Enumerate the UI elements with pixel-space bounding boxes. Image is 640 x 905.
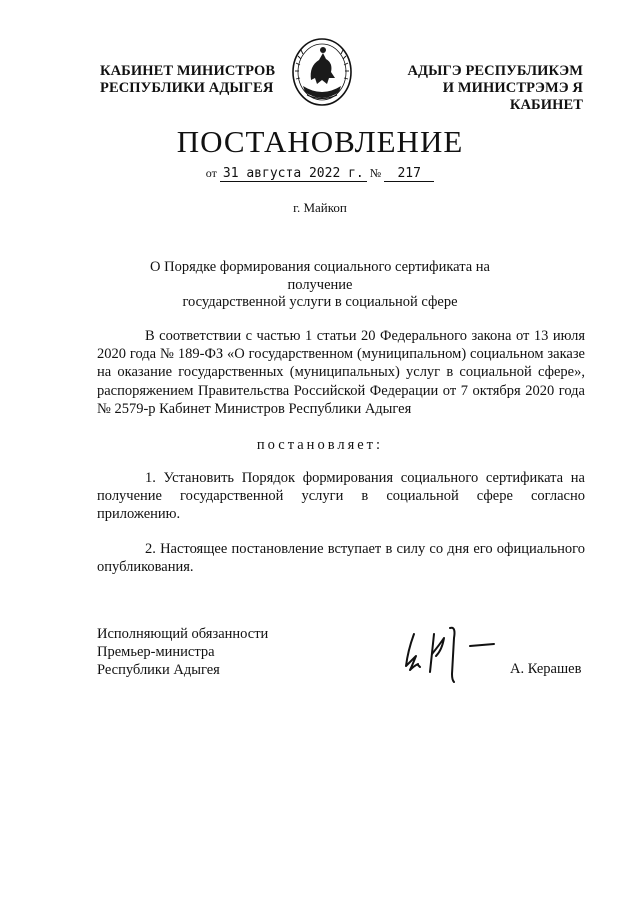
signatory-position xyxy=(97,625,268,680)
position-line-1: Исполняющий обязанности xyxy=(97,626,269,642)
document-title: ПОСТАНОВЛЕНИЕ xyxy=(176,124,464,159)
header-right-org xyxy=(373,63,583,114)
document-number: 217 xyxy=(384,166,434,182)
subject-line-2: государственной услуги в социальной сфере xyxy=(182,294,458,310)
adygea-coat-of-arms-icon xyxy=(289,36,355,110)
position-line-2: Премьер-министра xyxy=(97,644,215,661)
city: г. Майкоп xyxy=(293,200,347,215)
signatory-name: А. Керашев xyxy=(510,661,582,677)
preamble-paragraph: В соответствии с частью 1 статьи 20 Федерального закона от 13 июля 2020 года № 189-ФЗ «О государственном (муниципальном) социальном заказе на оказание государственных (муниципальных) услуг в социальной сфере», распоряжением Правительства Российской Федерации от 7 октября 2020 года № 2579-р Кабинет Министров Республики Адыгея xyxy=(97,328,585,417)
decree-item-2: 2. Настоящее постановление вступает в силу со дня его официального опубликования. xyxy=(97,541,585,576)
header-left-org xyxy=(100,63,275,97)
decree-word: постановляет: xyxy=(256,437,384,453)
date-number-line xyxy=(0,166,640,182)
header-left-line-2: РЕСПУБЛИКИ АДЫГЕЯ xyxy=(100,80,274,96)
number-prefix: № xyxy=(369,166,382,180)
decree-item-1: 1. Установить Порядок формирования социального сертификата на получение государственной услуги в социальной сфере согласно приложению. xyxy=(97,470,585,523)
date-prefix: от xyxy=(205,166,217,180)
handwritten-signature-icon xyxy=(398,620,503,690)
header-right-line-2: И МИНИСТРЭМЭ Я КАБИНЕТ xyxy=(442,80,583,113)
header-right-line-1: АДЫГЭ РЕСПУБЛИКЭМ xyxy=(407,63,583,79)
header-left-line-1: КАБИНЕТ МИНИСТРОВ xyxy=(100,63,276,79)
position-line-3: Республики Адыгея xyxy=(97,662,220,679)
document-date: 31 августа 2022 г. xyxy=(220,166,367,182)
document-subject xyxy=(120,259,520,312)
subject-line-1: О Порядке формирования социального сертификата на получение xyxy=(150,259,490,293)
